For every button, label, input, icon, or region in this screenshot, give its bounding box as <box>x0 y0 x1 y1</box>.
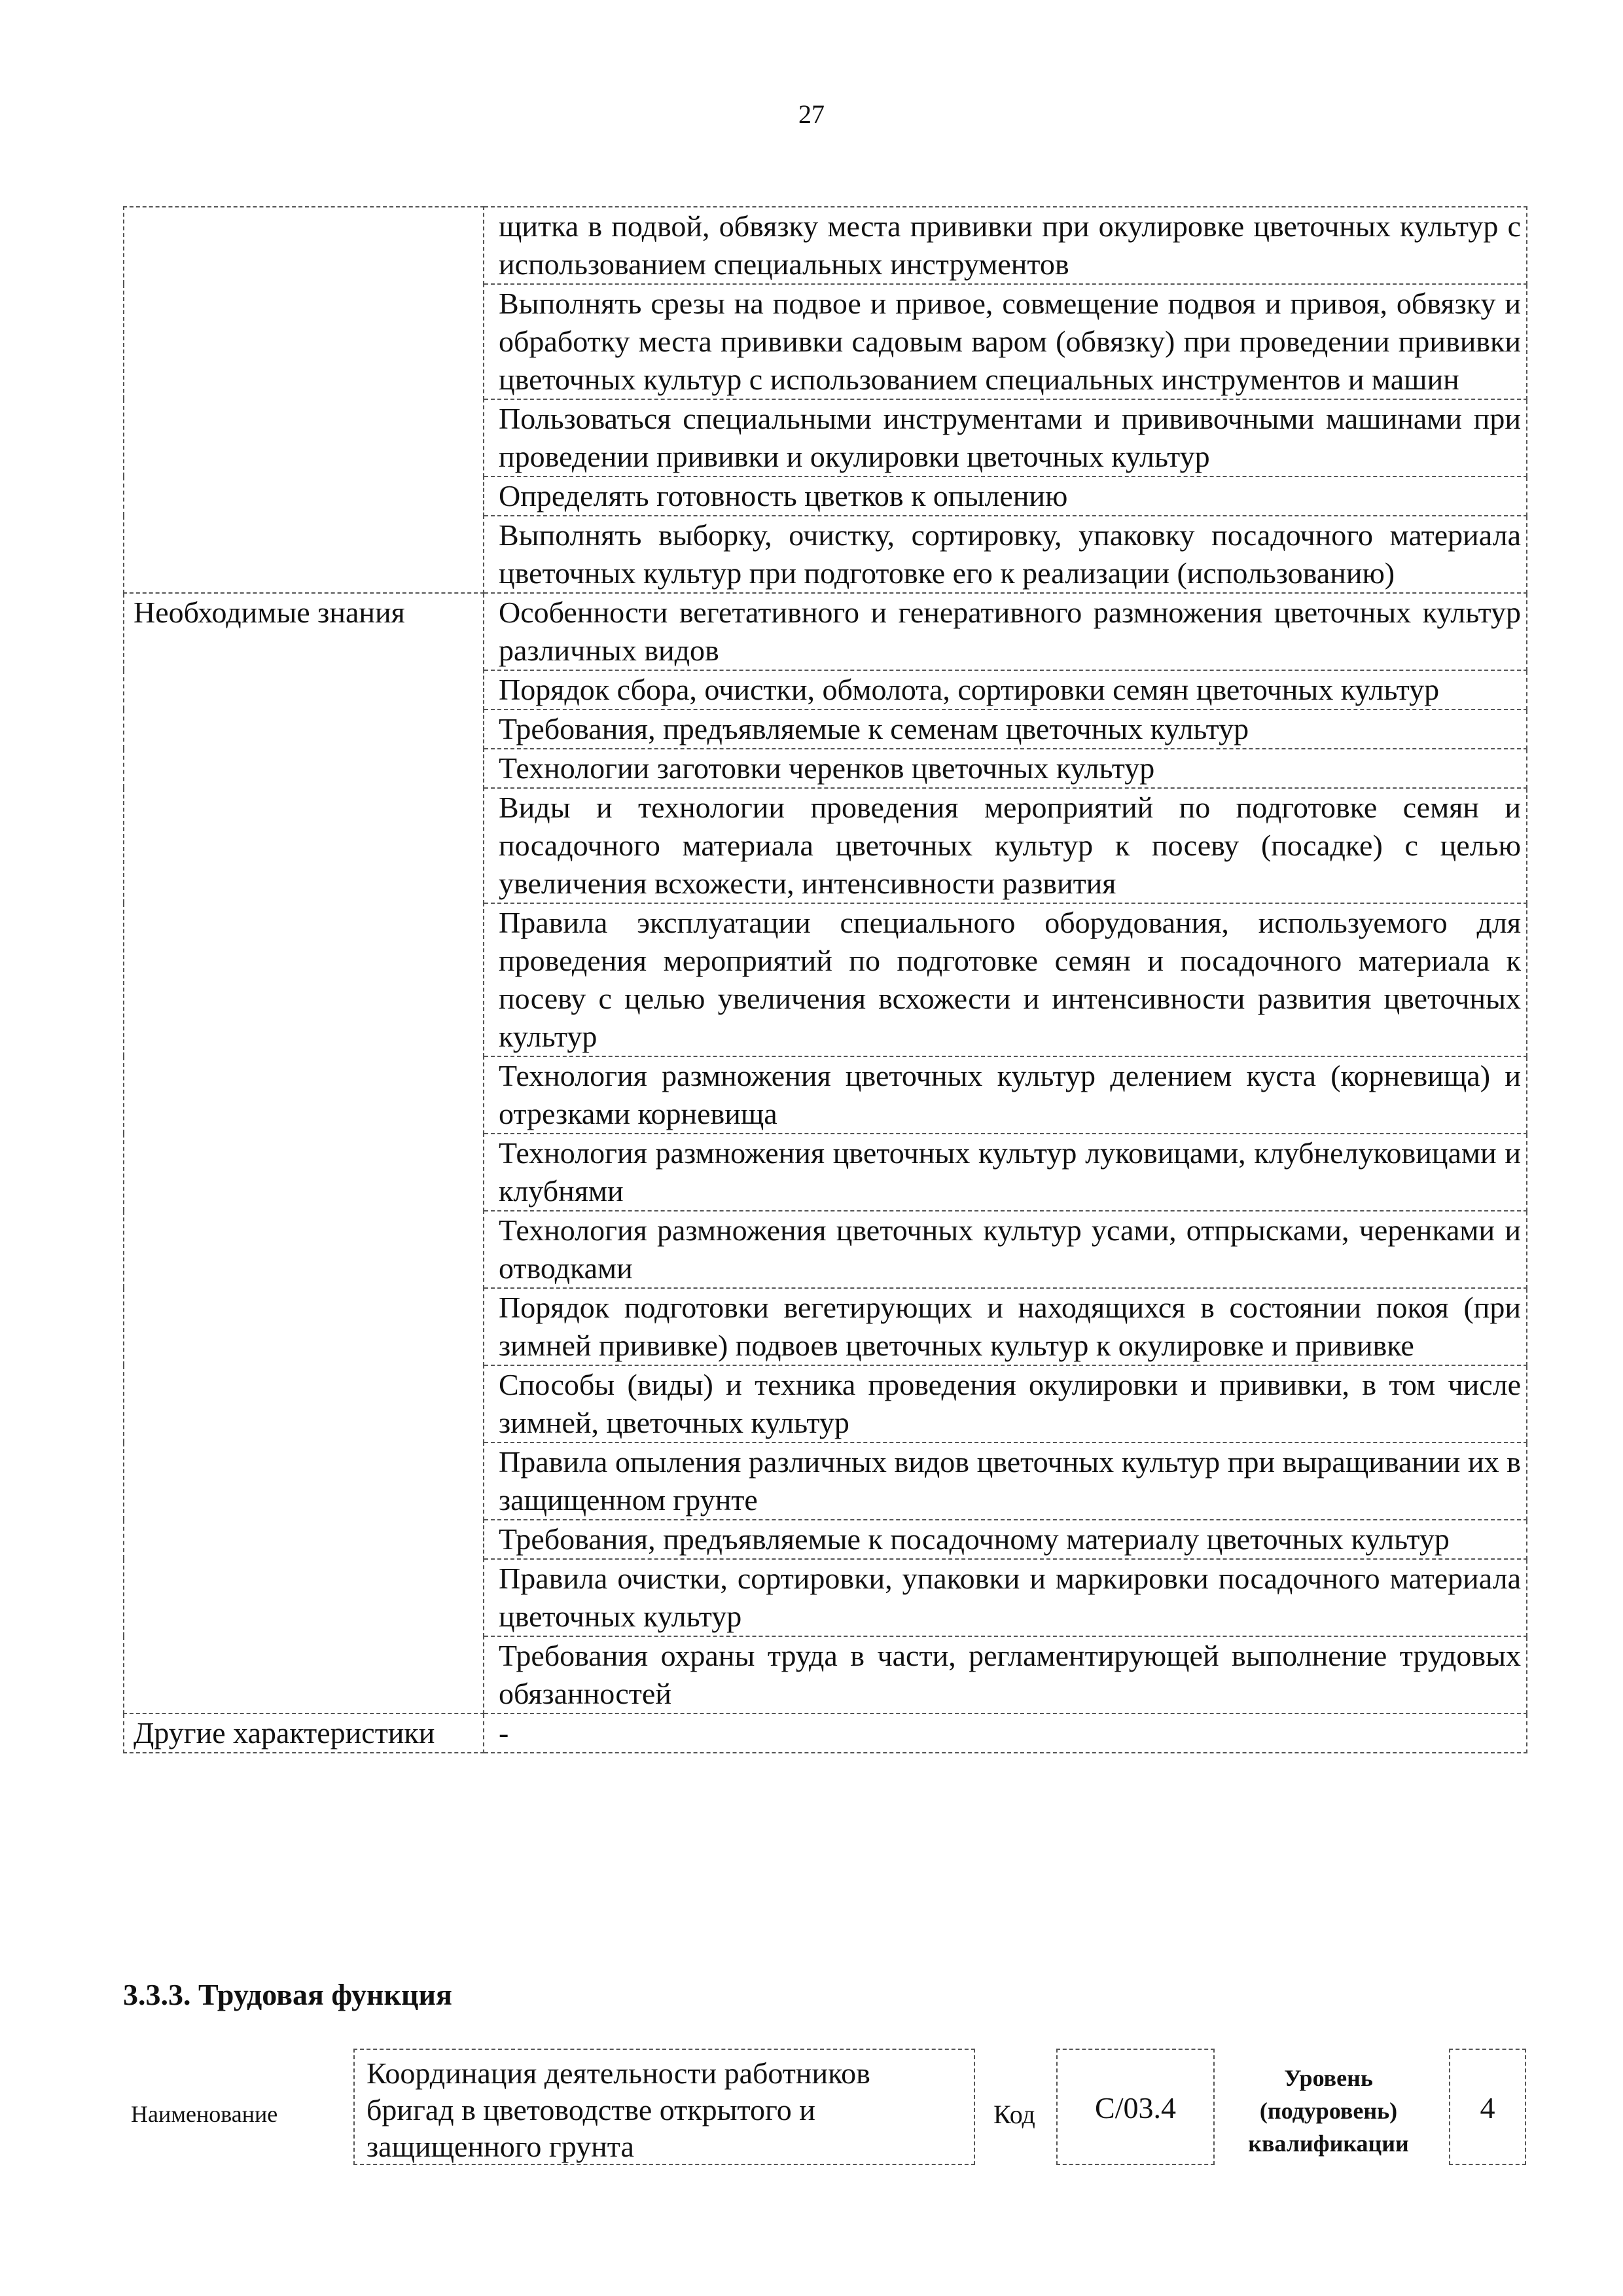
knowledge-item: Порядок подготовки вегетирующих и находящихся в состоянии покоя (при зимней прививке) подвоев цветочных культур к окулировке и прививке <box>484 1288 1527 1365</box>
knowledge-label: Необходимые знания <box>124 593 484 1713</box>
other-characteristics-value: - <box>484 1713 1527 1753</box>
level-label-line: Уровень <box>1284 2065 1373 2091</box>
code-value-box: C/03.4 <box>1056 2049 1215 2165</box>
knowledge-item: Технология размножения цветочных культур делением куста (корневища) и отрезками корневища <box>484 1056 1527 1134</box>
knowledge-item: Способы (виды) и техника проведения окулировки и прививки, в том числе зимней, цветочных культур <box>484 1365 1527 1443</box>
knowledge-item: Правила эксплуатации специального оборудования, используемого для проведения мероприятий по подготовке семян и посадочного материала к посеву с целью увеличения всхожести и интенсивности развития цветочных культур <box>484 903 1527 1056</box>
knowledge-item: Технология размножения цветочных культур усами, отпрысками, черенками и отводками <box>484 1211 1527 1288</box>
qualification-level-label <box>1230 2062 1427 2160</box>
function-table <box>123 206 1527 1753</box>
code-label: Код <box>993 2100 1035 2129</box>
skills-label-cell <box>124 207 484 593</box>
knowledge-item: Порядок сбора, очистки, обмолота, сортировки семян цветочных культур <box>484 670 1527 709</box>
table-row <box>124 1713 1527 1753</box>
table-row <box>124 593 1527 670</box>
knowledge-item: Виды и технологии проведения мероприятий по подготовке семян и посадочного материала цветочных культур к посеву (посадке) с целью увеличения всхожести, интенсивности развития <box>484 788 1527 903</box>
knowledge-item: Технологии заготовки черенков цветочных культур <box>484 749 1527 788</box>
skill-item: Выполнять срезы на подвое и привое, совмещение подвоя и привоя, обвязку и обработку места прививки садовым варом (обвязку) при проведении прививки цветочных культур с использованием специальных инструментов и машин <box>484 284 1527 399</box>
knowledge-item: Технология размножения цветочных культур луковицами, клубнелуковицами и клубнями <box>484 1134 1527 1211</box>
level-label-line: (подуровень) <box>1259 2098 1398 2124</box>
section-heading: 3.3.3. Трудовая функция <box>123 1978 452 2011</box>
skill-item: щитка в подвой, обвязку места прививки при окулировке цветочных культур с использованием специальных инструментов <box>484 207 1527 284</box>
name-label: Наименование <box>131 2101 278 2127</box>
level-label-line: квалификации <box>1248 2130 1409 2157</box>
knowledge-item: Особенности вегетативного и генеративного размножения цветочных культур различных видов <box>484 593 1527 670</box>
other-characteristics-label: Другие характеристики <box>124 1713 484 1753</box>
skill-item: Определять готовность цветков к опылению <box>484 476 1527 516</box>
page-number: 27 <box>798 99 825 129</box>
knowledge-item: Правила опыления различных видов цветочных культур при выращивании их в защищенном грунте <box>484 1443 1527 1520</box>
knowledge-item: Правила очистки, сортировки, упаковки и маркировки посадочного материала цветочных культур <box>484 1559 1527 1636</box>
labor-function-header <box>0 2042 1623 2199</box>
knowledge-item: Требования, предъявляемые к посадочному материалу цветочных культур <box>484 1520 1527 1559</box>
knowledge-item: Требования охраны труда в части, регламентирующей выполнение трудовых обязанностей <box>484 1636 1527 1713</box>
knowledge-item: Требования, предъявляемые к семенам цветочных культур <box>484 709 1527 749</box>
skill-item: Выполнять выборку, очистку, сортировку, упаковку посадочного материала цветочных культур при подготовке его к реализации (использованию) <box>484 516 1527 593</box>
skill-item: Пользоваться специальными инструментами и прививочными машинами при проведении прививки и окулировки цветочных культур <box>484 399 1527 476</box>
qualification-level-box: 4 <box>1449 2049 1526 2165</box>
function-name-box: Координация деятельности работников бригад в цветоводстве открытого и защищенного грунта <box>353 2049 975 2165</box>
table-row <box>124 207 1527 284</box>
